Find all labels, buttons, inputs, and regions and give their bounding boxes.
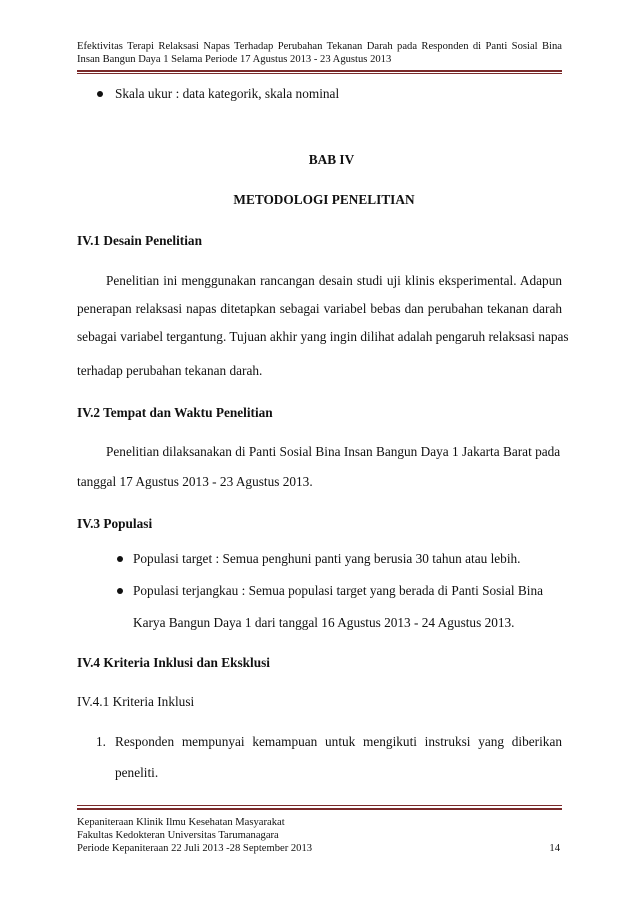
footer-line-2: Fakultas Kedokteran Universitas Tarumanagara [77,830,279,841]
footer-line-1: Kepaniteraan Klinik Ilmu Kesehatan Masyarakat [77,817,285,828]
header-line-2: Insan Bangun Daya 1 Selama Periode 17 Agustus 2013 - 23 Agustus 2013 [77,54,392,65]
chapter-title: METODOLOGI PENELITIAN [233,192,415,207]
paragraph-line: tanggal 17 Agustus 2013 - 23 Agustus 2013. [77,474,313,489]
section-heading-kriteria: IV.4 Kriteria Inklusi dan Eksklusi [77,655,270,670]
page-number: 14 [549,843,560,854]
footer-rule-thick [77,808,562,810]
chapter-number: BAB IV [308,152,355,167]
paragraph-line: terhadap perubahan tekanan darah. [77,363,263,378]
list-item-text-cont: peneliti. [115,765,159,780]
top-bullet-text: Skala ukur : data kategorik, skala nominal [115,86,340,101]
header-rule-thin [77,73,562,74]
paragraph-line: penerapan relaksasi napas ditetapkan sebagai variabel bebas dan perubahan tekanan darah [77,301,562,316]
footer-line-3: Periode Kepaniteraan 22 Juli 2013 -28 September 2013 [77,843,313,854]
paragraph-line: Penelitian ini menggunakan rancangan desain studi uji klinis eksperimental. Adapun [106,273,562,288]
populasi-terjangkau-text-cont: Karya Bangun Daya 1 dari tanggal 16 Agustus 2013 - 24 Agustus 2013. [133,615,515,630]
footer-rule-thin [77,805,562,806]
running-header [77,40,562,66]
paragraph-line: Penelitian dilaksanakan di Panti Sosial Bina Insan Bangun Daya 1 Jakarta Barat pada [106,444,561,459]
header-line-1: Efektivitas Terapi Relaksasi Napas Terhadap Perubahan Tekanan Darah pada Responden di Panti Sosial Bina [77,41,562,52]
section-heading-populasi: IV.3 Populasi [77,516,153,531]
list-number: 1. [96,734,106,749]
populasi-terjangkau-text: Populasi terjangkau : Semua populasi target yang berada di Panti Sosial Bina [133,583,544,598]
subheading-inklusi: IV.4.1 Kriteria Inklusi [77,694,195,709]
bullet-dot [117,588,123,594]
bullet-dot [97,91,103,97]
section-heading-tempat: IV.2 Tempat dan Waktu Penelitian [77,405,273,420]
header-rule-thick [77,70,562,72]
paragraph-line: sebagai variabel tergantung. Tujuan akhir yang ingin dilihat adalah pengaruh relaksasi napas [77,329,569,344]
populasi-target-text: Populasi target : Semua penghuni panti yang berusia 30 tahun atau lebih. [133,551,521,566]
list-item-text: Responden mempunyai kemampuan untuk mengikuti instruksi yang diberikan [115,734,562,749]
section-heading-desain: IV.1 Desain Penelitian [77,233,202,248]
bullet-dot [117,556,123,562]
